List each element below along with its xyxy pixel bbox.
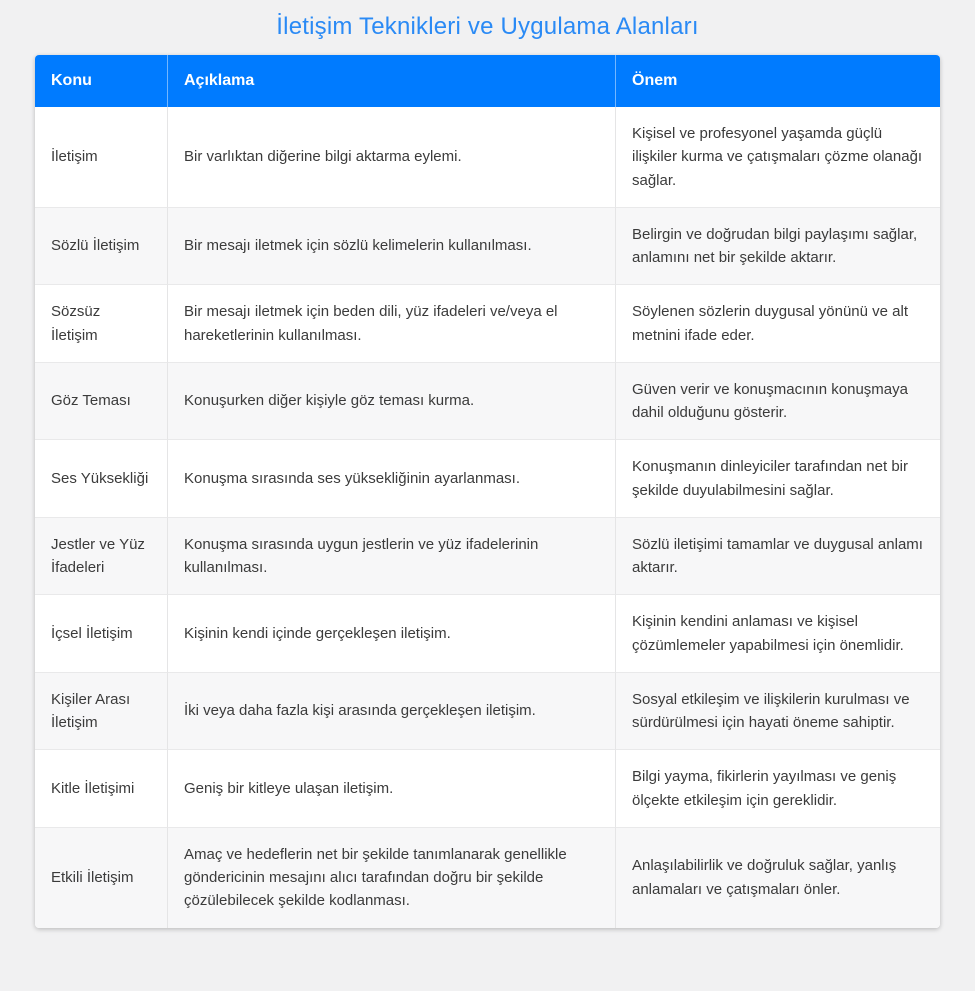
cell-importance: Belirgin ve doğrudan bilgi paylaşımı sağlar, anlamını net bir şekilde aktarır.: [615, 207, 940, 285]
cell-topic: Kitle İletişimi: [35, 749, 167, 827]
cell-description: Bir varlıktan diğerine bilgi aktarma eylemi.: [167, 107, 615, 207]
table-header-row: [35, 55, 940, 107]
cell-topic: Kişiler Arası İletişim: [35, 672, 167, 750]
cell-topic: Jestler ve Yüz İfadeleri: [35, 517, 167, 595]
cell-importance: Konuşmanın dinleyiciler tarafından net bir şekilde duyulabilmesini sağlar.: [615, 439, 940, 517]
column-header-onem: Önem: [615, 55, 940, 107]
table-row: [35, 672, 940, 750]
cell-importance: Sosyal etkileşim ve ilişkilerin kurulması ve sürdürülmesi için hayati öneme sahiptir.: [615, 672, 940, 750]
page-title: İletişim Teknikleri ve Uygulama Alanları: [276, 13, 699, 40]
cell-importance: Kişinin kendini anlaması ve kişisel çözümlemeler yapabilmesi için önemlidir.: [615, 594, 940, 672]
cell-topic: Sözlü İletişim: [35, 207, 167, 285]
column-header-konu: Konu: [35, 55, 167, 107]
column-header-aciklama: Açıklama: [167, 55, 615, 107]
cell-importance: Söylenen sözlerin duygusal yönünü ve alt metnini ifade eder.: [615, 284, 940, 362]
cell-importance: Sözlü iletişimi tamamlar ve duygusal anlamı aktarır.: [615, 517, 940, 595]
table-row: [35, 827, 940, 928]
cell-importance: Kişisel ve profesyonel yaşamda güçlü ilişkiler kurma ve çatışmaları çözme olanağı sağlar.: [615, 107, 940, 207]
table-row: [35, 594, 940, 672]
table-row: [35, 107, 940, 207]
cell-topic: Göz Teması: [35, 362, 167, 440]
cell-topic: Etkili İletişim: [35, 827, 167, 928]
cell-importance: Bilgi yayma, fikirlerin yayılması ve geniş ölçekte etkileşim için gereklidir.: [615, 749, 940, 827]
table-row: [35, 362, 940, 440]
communication-table: [35, 55, 940, 928]
table-header: [35, 55, 940, 107]
cell-topic: Ses Yüksekliği: [35, 439, 167, 517]
cell-topic: Sözsüz İletişim: [35, 284, 167, 362]
table-row: [35, 439, 940, 517]
cell-topic: İletişim: [35, 107, 167, 207]
table-row: [35, 749, 940, 827]
cell-importance: Güven verir ve konuşmacının konuşmaya dahil olduğunu gösterir.: [615, 362, 940, 440]
cell-description: Kişinin kendi içinde gerçekleşen iletişim.: [167, 594, 615, 672]
cell-description: Geniş bir kitleye ulaşan iletişim.: [167, 749, 615, 827]
cell-description: İki veya daha fazla kişi arasında gerçekleşen iletişim.: [167, 672, 615, 750]
table-row: [35, 207, 940, 285]
cell-description: Konuşurken diğer kişiyle göz teması kurma.: [167, 362, 615, 440]
table-row: [35, 284, 940, 362]
cell-description: Amaç ve hedeflerin net bir şekilde tanımlanarak genellikle göndericinin mesajını alıcı tarafından doğru bir şekilde çözülebilecek şekilde kodlanması.: [167, 827, 615, 928]
cell-importance: Anlaşılabilirlik ve doğruluk sağlar, yanlış anlamaları ve çatışmaları önler.: [615, 827, 940, 928]
cell-description: Konuşma sırasında ses yüksekliğinin ayarlanması.: [167, 439, 615, 517]
cell-description: Bir mesajı iletmek için sözlü kelimelerin kullanılması.: [167, 207, 615, 285]
cell-description: Bir mesajı iletmek için beden dili, yüz ifadeleri ve/veya el hareketlerinin kullanılması.: [167, 284, 615, 362]
table-row: [35, 517, 940, 595]
cell-description: Konuşma sırasında uygun jestlerin ve yüz ifadelerinin kullanılması.: [167, 517, 615, 595]
cell-topic: İçsel İletişim: [35, 594, 167, 672]
table-body: [35, 107, 940, 928]
